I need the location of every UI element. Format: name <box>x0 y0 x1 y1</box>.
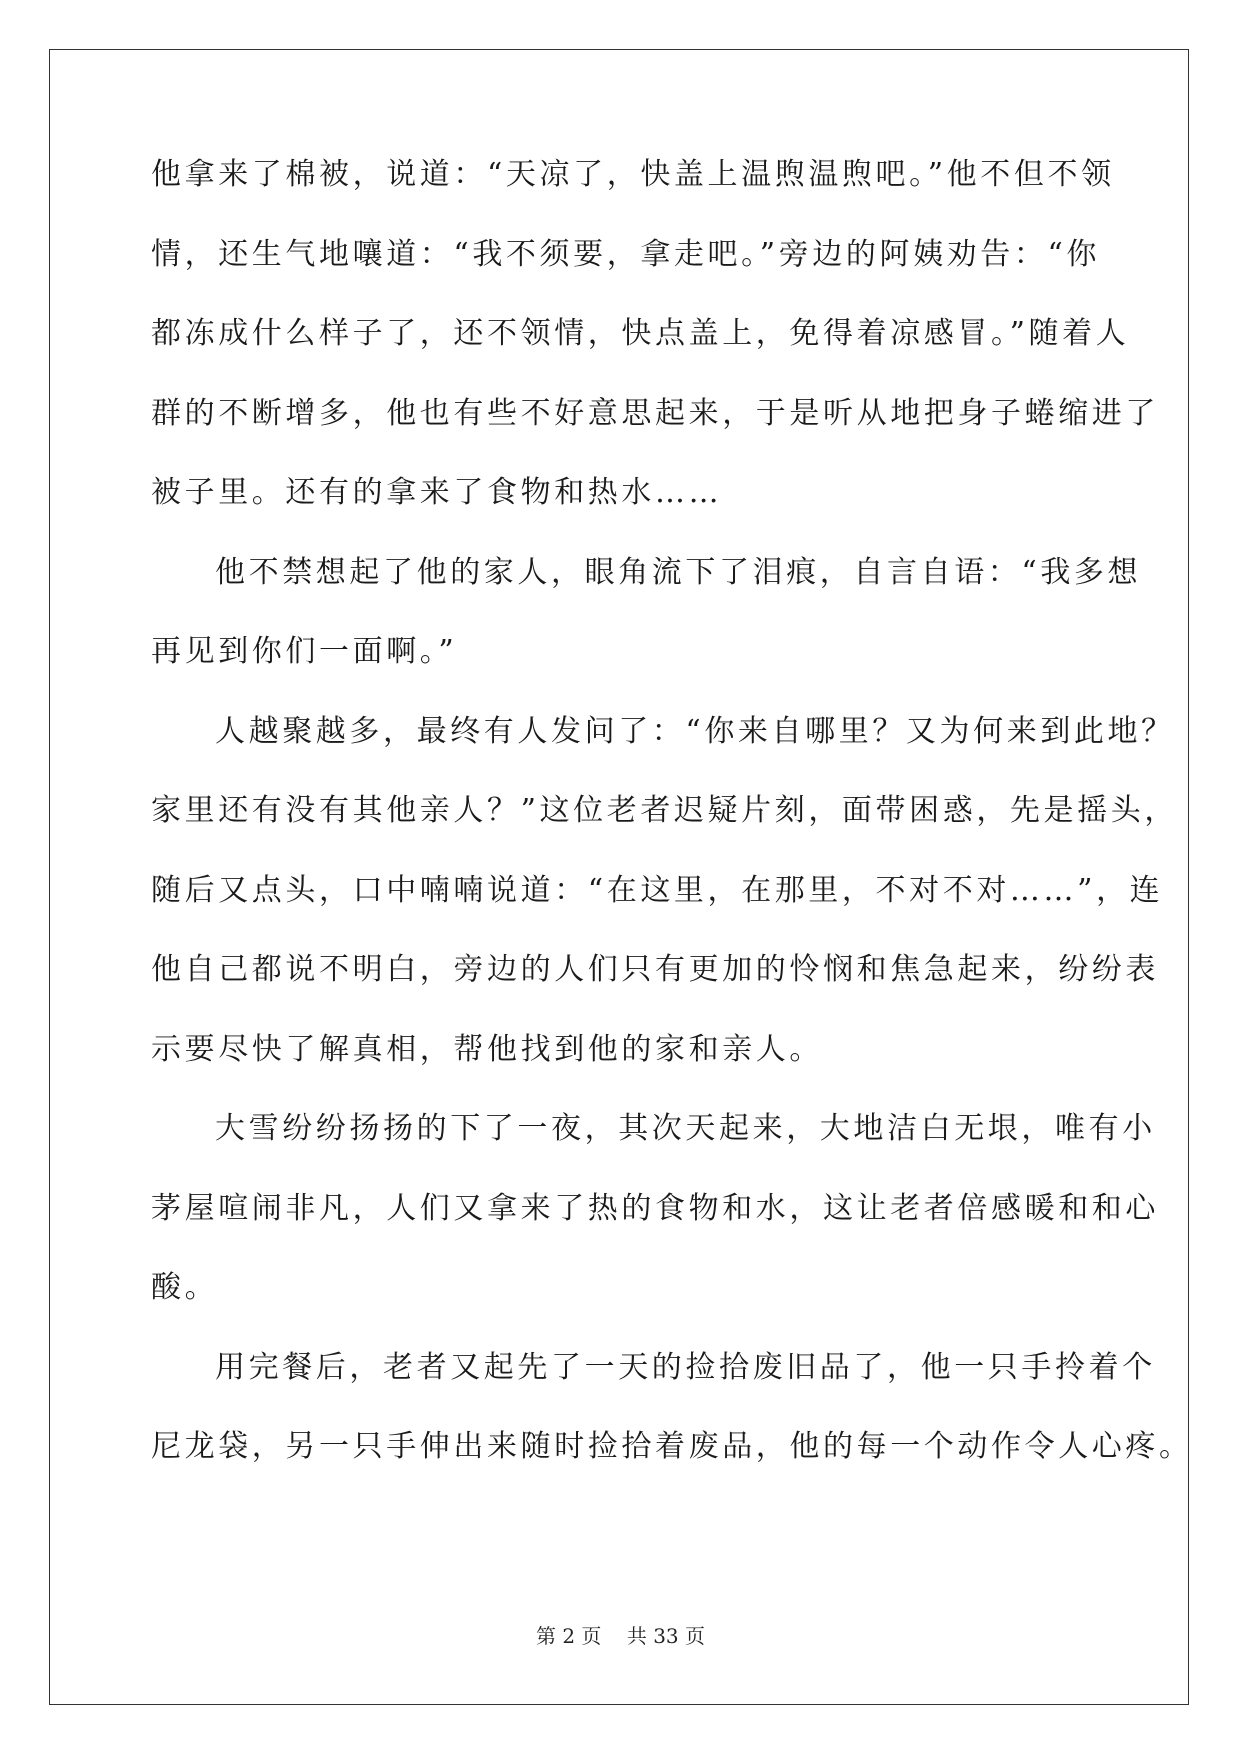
text-line: 再见到你们一面啊。” <box>151 634 458 669</box>
paragraph-first-line: 用完餐后，老者又起先了一天的捡拾废旧品了，他一只手拎着个 <box>215 1349 1156 1385</box>
text-line: 被子里。还有的拿来了食物和热水…… <box>151 475 723 510</box>
paragraph-first-line: 他不禁想起了他的家人，眼角流下了泪痕，自言自语：“我多想 <box>215 554 1142 590</box>
paragraph-first-line: 人越聚越多，最终有人发问了：“你来自哪里？又为何来到此地？ <box>215 713 1175 749</box>
text-line: 情，还生气地嚷道：“我不须要，拿走吧。”旁边的阿姨劝告：“你 <box>151 236 1101 272</box>
text-line: 茅屋喧闹非凡，人们又拿来了热的食物和水，这让老者倍感暖和和心 <box>151 1190 1159 1226</box>
text-line: 示要尽快了解真相，帮他找到他的家和亲人。 <box>151 1031 823 1067</box>
page-number-footer: 第 2 页 共 33 页 <box>535 1624 706 1648</box>
text-line: 他自己都说不明白，旁边的人们只有更加的怜悯和焦急起来，纷纷表 <box>151 952 1159 987</box>
text-line: 酸。 <box>151 1270 219 1305</box>
text-line: 他拿来了棉被，说道：“天凉了，快盖上温煦温煦吧。”他不但不领 <box>151 157 1115 192</box>
text-line: 随后又点头，口中喃喃说道：“在这里，在那里，不对不对……”，连 <box>151 872 1164 908</box>
paragraph-first-line: 大雪纷纷扬扬的下了一夜，其次天起来，大地洁白无垠，唯有小 <box>215 1111 1156 1146</box>
text-line: 家里还有没有其他亲人？”这位老者迟疑片刻，面带困惑，先是摇头， <box>151 793 1178 828</box>
document-body <box>151 157 1193 1512</box>
text-line: 都冻成什么样子了，还不领情，快点盖上，免得着凉感冒。”随着人 <box>151 316 1130 351</box>
text-line: 群的不断增多，他也有些不好意思起来，于是听从地把身子蜷缩进了 <box>151 395 1159 431</box>
text-line: 尼龙袋，另一只手伸出来随时捡拾着废品，他的每一个动作令人心疼。 <box>151 1429 1193 1464</box>
